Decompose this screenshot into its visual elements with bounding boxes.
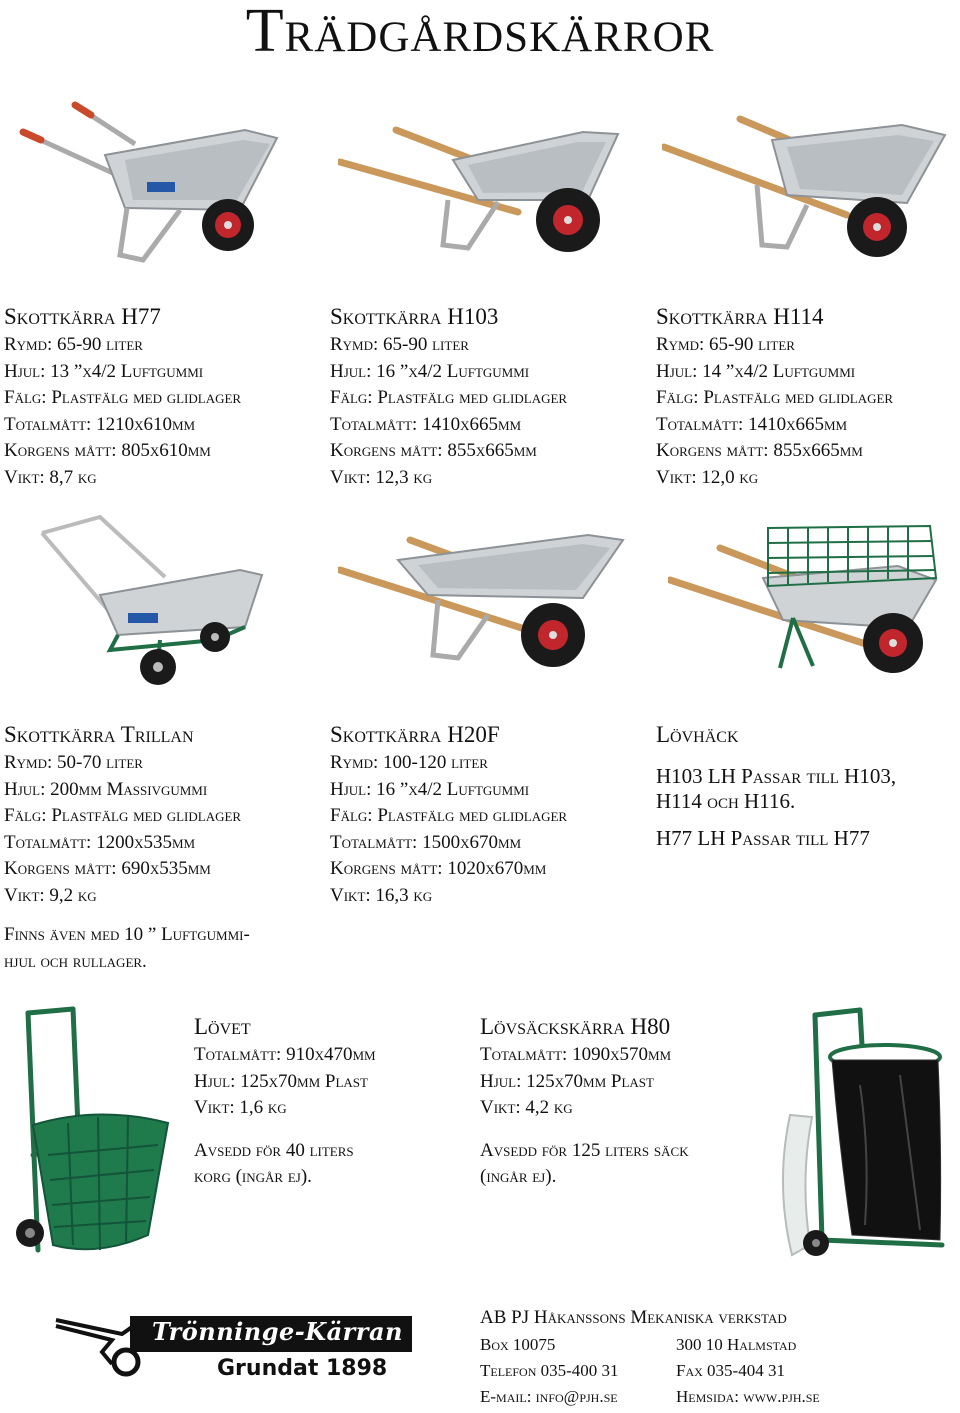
spec-line: Fälg: Plastfälg med glidlager [656,387,894,408]
note-line: H103 LH Passar till H103, [656,764,897,788]
spec-line: Totalmått: 1410x665mm [656,413,848,435]
logo-founded-text: Grundat 1898 [217,1356,388,1381]
product-name: Lövet [194,1014,251,1039]
spec-line: Rymd: 50-70 liter [4,752,143,773]
product-name: Lövhäck [656,722,739,747]
page-title: Trädgårdskärror [245,0,715,65]
product-name: Lövsäckskärra H80 [480,1014,671,1039]
spec-line: Korgens mått: 690x535mm [4,858,211,879]
spec-line: Korgens mått: 1020x670mm [330,858,547,879]
wheelbarrow-h20f-image [338,530,628,680]
company-city: 300 10 Halmstad [676,1335,797,1354]
note-line: korg (ingår ej). [194,1166,312,1187]
spec-line: Rymd: 65-90 liter [330,334,469,355]
wheelbarrow-lovhack-image [668,518,953,683]
product-lovhack [656,720,896,851]
spec-line: Totalmått: 1500x670mm [330,831,522,853]
note-line: Avsedd för 40 liters [194,1139,354,1161]
spec-line: Korgens mått: 855x665mm [656,440,863,461]
spec-line: Vikt: 4,2 kg [480,1097,573,1118]
spec-line: Vikt: 1,6 kg [194,1097,287,1118]
note-line: H114 och H116. [656,789,796,813]
spec-line: Rymd: 65-90 liter [656,334,795,355]
spec-line: Totalmått: 1090x570mm [480,1044,672,1065]
wheelbarrow-h77-image [15,100,305,280]
company-email: E-mail: info@pjh.se [480,1387,618,1406]
company-phone: Telefon 035-400 31 [480,1361,619,1380]
product-name: Skottkärra H103 [330,304,499,329]
spec-line: Hjul: 125x70mm Plast [194,1070,368,1092]
wheelbarrow-h114-image [662,115,952,275]
wheelbarrow-trillan-image [40,515,280,690]
note-line: (ingår ej). [480,1166,557,1187]
spec-line: Hjul: 16 ”x4/2 Luftgummi [330,360,530,382]
tronninge-logo [52,1312,412,1388]
note-line: hjul och rullager. [4,950,147,972]
product-h114 [656,302,893,491]
spec-line: Vikt: 9,2 kg [4,884,97,906]
trillan-note [4,922,250,975]
spec-line: Totalmått: 1210x610mm [4,413,196,435]
product-h80 [480,1012,689,1191]
product-name: Skottkärra H77 [4,304,161,329]
product-trillan [4,720,241,909]
company-web: Hemsida: www.pjh.se [676,1387,820,1406]
spec-line: Totalmått: 910x470mm [194,1044,376,1065]
spec-line: Totalmått: 1200x535mm [4,831,196,853]
company-fax: Fax 035-404 31 [676,1361,785,1380]
product-name: Skottkärra Trillan [4,722,194,747]
spec-line: Hjul: 200mm Massivgummi [4,778,208,800]
spec-line: Hjul: 14 ”x4/2 Luftgummi [656,360,856,382]
product-name: Skottkärra H114 [656,304,824,329]
spec-line: Korgens mått: 855x665mm [330,440,537,461]
spec-line: Rymd: 65-90 liter [4,334,143,355]
note-line: Avsedd för 125 liters säck [480,1139,689,1161]
spec-line: Vikt: 8,7 kg [4,466,97,488]
spec-line: Hjul: 125x70mm Plast [480,1070,654,1092]
spec-line: Vikt: 16,3 kg [330,884,433,906]
h80-sack-cart-image [770,1005,950,1270]
product-name: Skottkärra H20F [330,722,500,747]
lovet-cart-image [8,1005,183,1270]
company-name: AB PJ Håkanssons Mekaniska verkstad [480,1307,787,1328]
note-line: Finns även med 10 ” Luftgummi- [4,924,250,945]
product-lovet [194,1012,376,1191]
logo-brand-text: Trönninge-Kärran [152,1317,403,1346]
spec-line: Fälg: Plastfälg med glidlager [330,805,568,826]
product-h20f [330,720,567,909]
company-box: Box 10075 [480,1335,556,1354]
product-h103 [330,302,567,491]
spec-line: Fälg: Plastfälg med glidlager [4,805,242,826]
note-line: H77 LH Passar till H77 [656,826,870,850]
spec-line: Korgens mått: 805x610mm [4,440,211,461]
spec-line: Vikt: 12,0 kg [656,466,759,488]
spec-line: Hjul: 16 ”x4/2 Luftgummi [330,778,530,800]
spec-line: Fälg: Plastfälg med glidlager [4,387,242,408]
spec-line: Rymd: 100-120 liter [330,752,488,773]
company-info [480,1307,940,1413]
spec-line: Vikt: 12,3 kg [330,466,433,488]
spec-line: Totalmått: 1410x665mm [330,413,522,435]
product-h77 [4,302,241,491]
wheelbarrow-h103-image [338,120,628,270]
spec-line: Fälg: Plastfälg med glidlager [330,387,568,408]
spec-line: Hjul: 13 ”x4/2 Luftgummi [4,360,204,382]
